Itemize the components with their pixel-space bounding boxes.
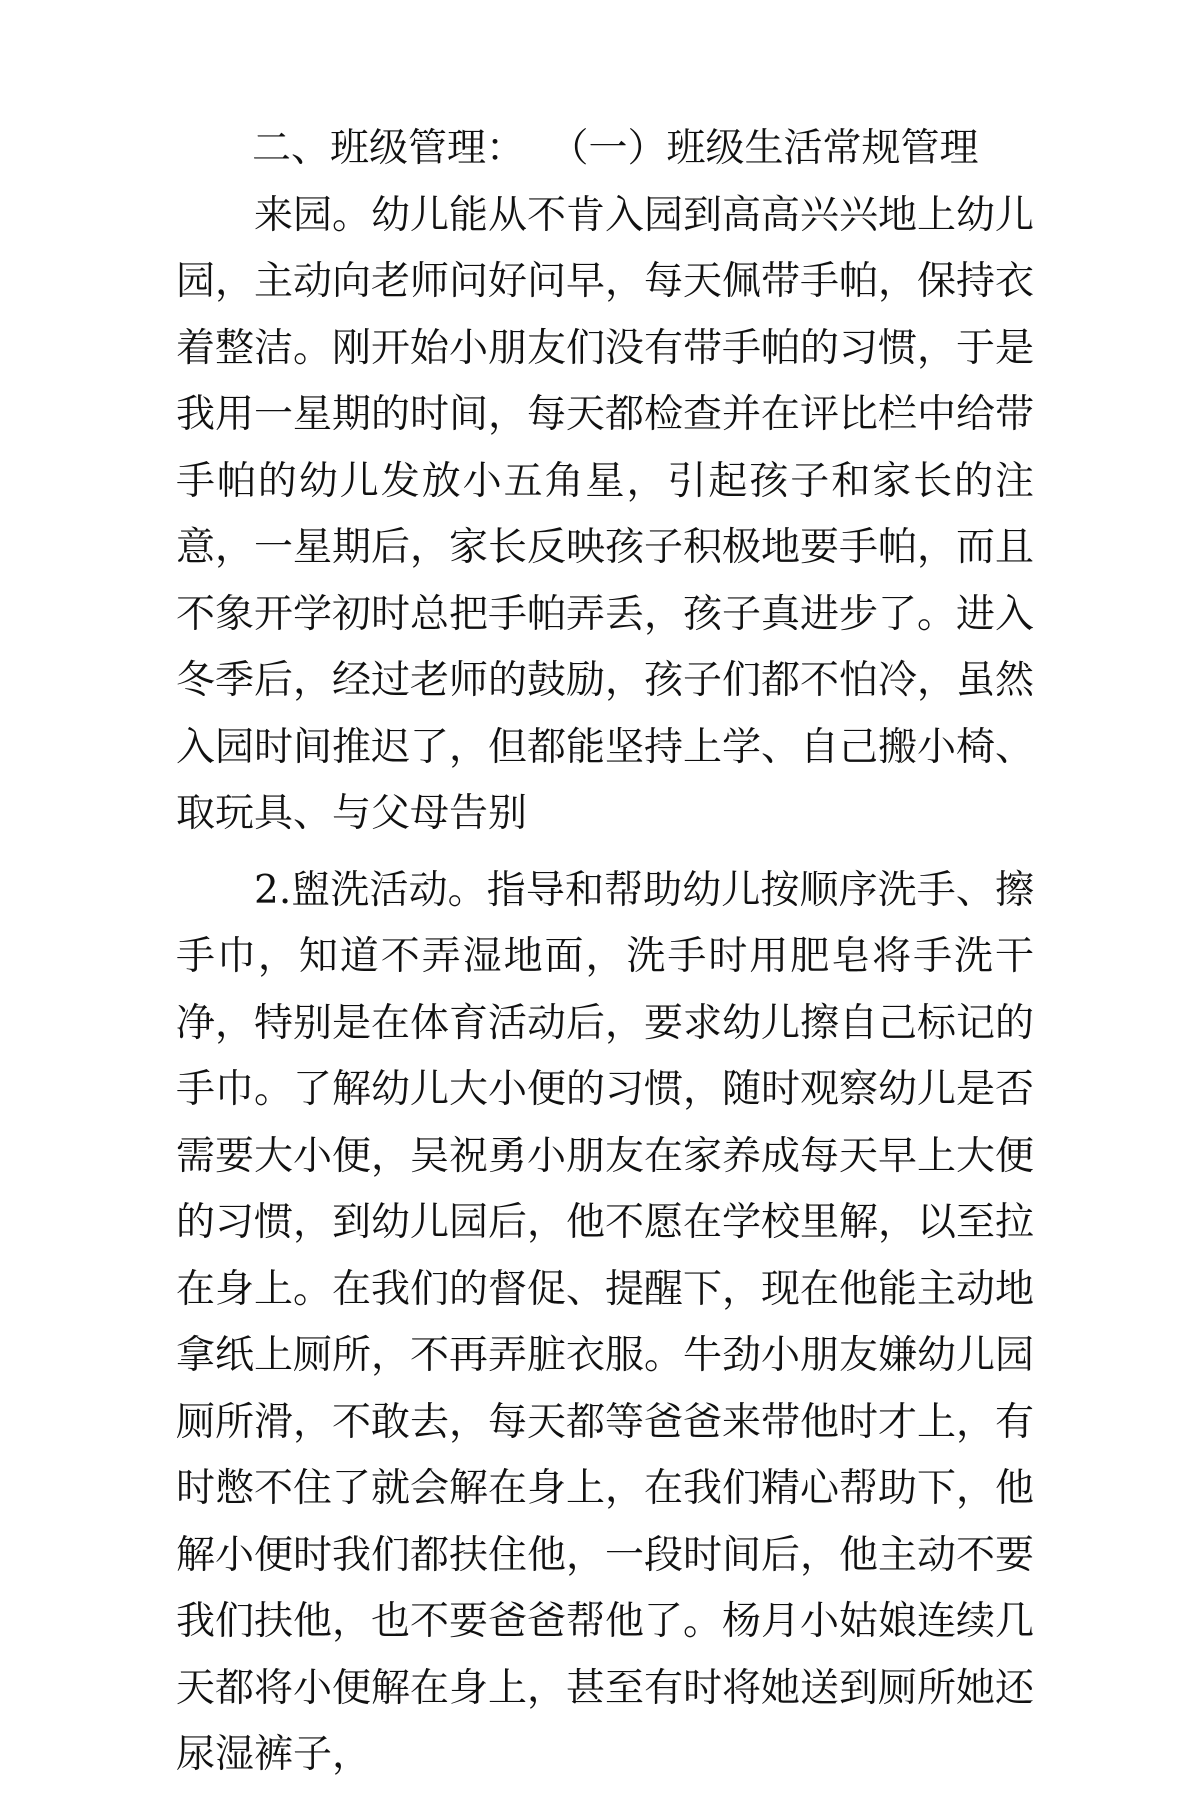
paragraph-arrival: 来园。幼儿能从不肯入园到高高兴兴地上幼儿园，主动向老师问好问早，每天佩带手帕，保持衣着整洁。刚开始小朋友们没有带手帕的习惯，于是我用一星期的时间，每天都检查并在评比栏中给带手帕的幼儿发放小五角星，引起孩子和家长的注意，一星期后，家长反映孩子积极地要手帕，而且不象开学初时总把手帕弄丢，孩子真进步了。进入冬季后，经过老师的鼓励，孩子们都不怕冷，虽然入园时间推迟了，但都能坚持上学、自己搬小椅、取玩具、与父母告别 [176, 192, 1035, 836]
section-title: 二、班级管理： [252, 126, 526, 171]
section-heading [176, 116, 1034, 183]
paragraph-washing: 2.盥洗活动。指导和帮助幼儿按顺序洗手、擦手巾，知道不弄湿地面，洗手时用肥皂将手洗干净，特别是在体育活动后，要求幼儿擦自己标记的手巾。了解幼儿大小便的习惯，随时观察幼儿是否需要大小便，吴祝勇小朋友在家养成每天早上大便的习惯，到幼儿园后，他不愿在学校里解，以至拉在身上。在我们的督促、提醒下，现在他能主动地拿纸上厕所，不再弄脏衣服。牛劲小朋友嫌幼儿园厕所滑，不敢去，每天都等爸爸来带他时才上，有时憋不住了就会解在身上，在我们精心帮助下，他解小便时我们都扶住他，一段时间后，他主动不要我们扶他，也不要爸爸帮他了。杨月小姑娘连续几天都将小便解在身上，甚至有时将她送到厕所她还尿湿裤子， [176, 867, 1035, 1777]
document-body [176, 116, 1034, 1799]
subsection-title: （一）班级生活常规管理 [569, 126, 979, 171]
